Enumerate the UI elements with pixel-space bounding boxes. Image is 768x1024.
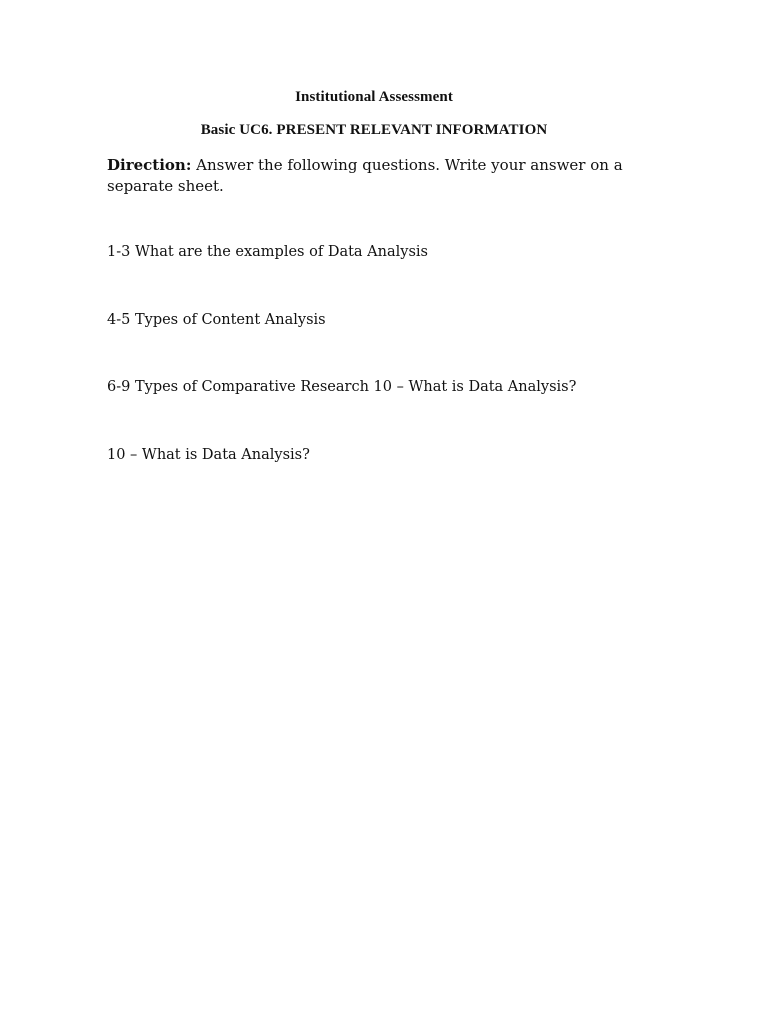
- document-subtitle: Basic UC6. PRESENT RELEVANT INFORMATION: [200, 122, 548, 138]
- direction-text: Answer the following questions. Write your answer on a separate sheet.: [107, 156, 623, 195]
- direction-label: Direction:: [107, 156, 192, 174]
- question-item: 4-5 Types of Content Analysis: [107, 312, 326, 328]
- question-item: 1-3 What are the examples of Data Analysis: [107, 244, 428, 260]
- question-item: 10 – What is Data Analysis?: [107, 447, 310, 463]
- direction-paragraph: [107, 155, 687, 197]
- document-title: Institutional Assessment: [295, 89, 453, 105]
- question-item: 6-9 Types of Comparative Research 10 – What is Data Analysis?: [107, 379, 577, 395]
